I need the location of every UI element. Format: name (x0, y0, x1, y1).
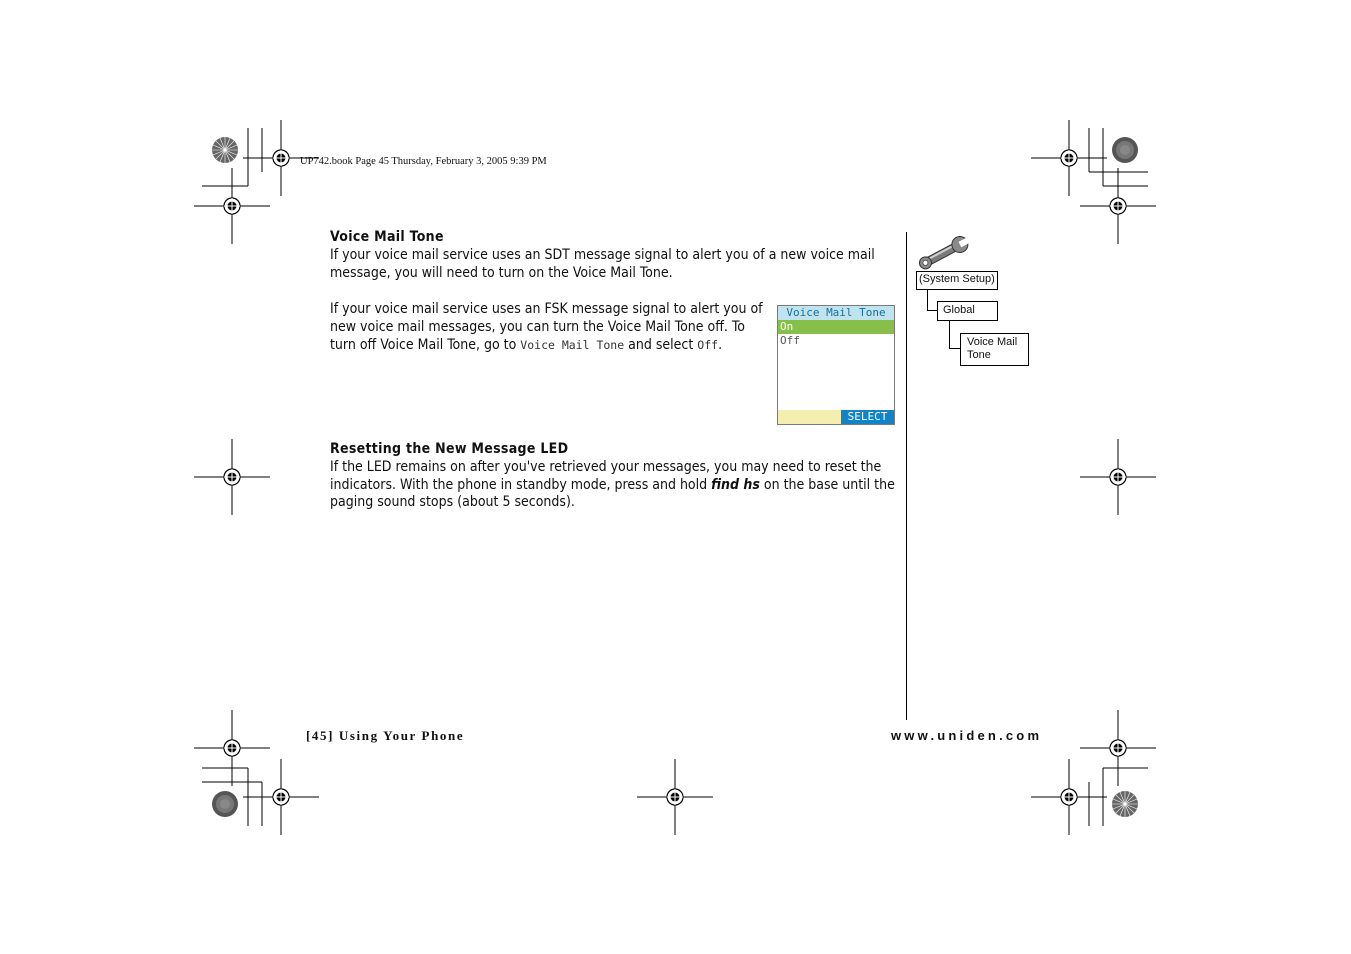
dot-target-bottom-left (212, 791, 238, 817)
crosshair-target (194, 439, 270, 515)
voice-mail-tone-paragraph-1: If your voice mail service uses an SDT message signal to alert you of a new voice mail message, you will need to turn on the Voice Mail Tone. (330, 246, 875, 281)
lcd-left-softkey (778, 410, 841, 424)
menu-path-connector (949, 321, 950, 349)
menu-path-global: Global (937, 301, 998, 321)
star-target-top-left (212, 137, 238, 163)
lcd-screen-illustration (777, 305, 895, 425)
lcd-option-off: Off (780, 334, 800, 347)
paragraph-text: and select (624, 336, 698, 353)
menu-path-connector (927, 310, 937, 311)
star-target-bottom-right (1112, 791, 1138, 817)
page-footer-left: [45] Using Your Phone (306, 728, 465, 743)
lcd-select-softkey: SELECT (841, 410, 894, 424)
section-title-voice-mail-tone: Voice Mail Tone (330, 229, 444, 245)
crosshair-target (637, 759, 713, 835)
voice-mail-tone-paragraph-2 (330, 301, 770, 354)
column-divider (906, 232, 907, 720)
menu-path-code: Voice Mail Tone (520, 337, 625, 352)
menu-path-voice-mail-tone (960, 333, 1029, 366)
menu-path-connector (927, 290, 928, 311)
menu-label-line: Tone (967, 349, 991, 361)
key-name-find-hs: find hs (711, 476, 760, 493)
section-title-reset-led: Resetting the New Message LED (330, 441, 569, 457)
crosshair-target (1080, 710, 1156, 786)
lcd-title: Voice Mail Tone (778, 306, 894, 320)
paragraph-text: If the LED remains on after you've retrieved your messages, you may need to reset the indicators. With the phone in standby mode, press and hold (330, 458, 882, 493)
reset-led-section (330, 441, 900, 512)
paragraph-text: If your voice mail service uses an FSK message signal to alert you of new voice mail messages, you can turn the Voice Mail Tone off. To turn off Voice Mail Tone, go to (330, 301, 763, 353)
crosshair-target (194, 168, 270, 244)
menu-label-line: Voice Mail (967, 336, 1018, 348)
paragraph-text: on the base until the paging sound stops (about 5 seconds). (330, 476, 895, 511)
crosshair-target (1031, 120, 1107, 196)
voice-mail-tone-section (330, 229, 900, 282)
crosshair-target (1031, 759, 1107, 835)
crosshair-target (243, 759, 319, 835)
lcd-option-on: On (778, 320, 894, 334)
menu-path-connector (949, 348, 960, 349)
page-footer-url: www.uniden.com (891, 728, 1043, 743)
option-code: Off (697, 337, 719, 352)
wrench-icon (916, 232, 972, 274)
lcd-softkey-bar (778, 410, 894, 424)
crosshair-target (194, 710, 270, 786)
dot-target-top-right (1112, 137, 1138, 163)
print-header-note: UP742.book Page 45 Thursday, February 3, 2005 9:39 PM (300, 156, 547, 167)
menu-path-system-setup: (System Setup) (916, 271, 998, 290)
crosshair-target (1080, 439, 1156, 515)
crosshair-target (1080, 168, 1156, 244)
paragraph-text: . (718, 336, 723, 353)
reset-led-paragraph (330, 459, 900, 512)
